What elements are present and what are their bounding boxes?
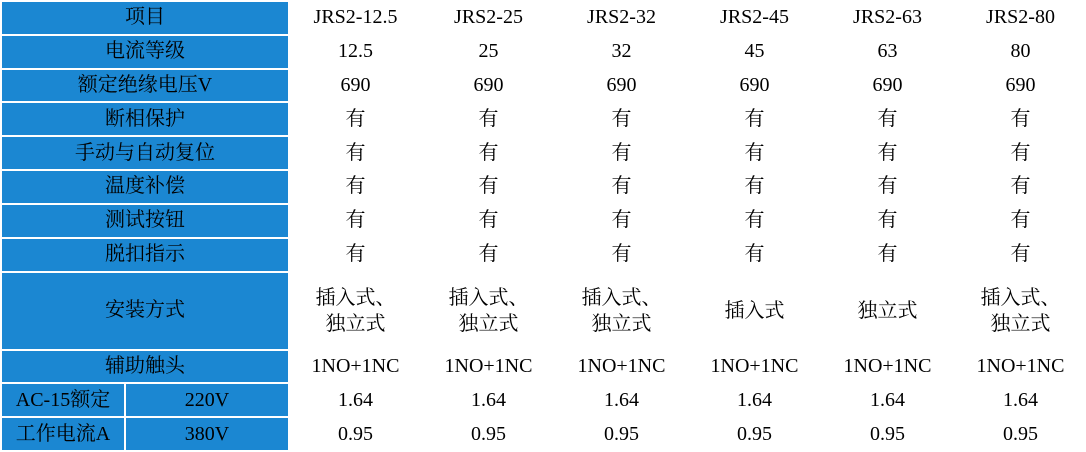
cell: 有 xyxy=(688,102,821,136)
cell: 有 xyxy=(954,170,1086,204)
cell: 1NO+1NC xyxy=(422,350,555,384)
cell: 有 xyxy=(688,136,821,170)
cell: 690 xyxy=(422,69,555,103)
group-label-line1: AC-15额定 xyxy=(1,383,125,417)
cell: 690 xyxy=(954,69,1086,103)
cell: 0.95 xyxy=(289,417,422,451)
cell: 690 xyxy=(289,69,422,103)
table-row xyxy=(1,69,1086,103)
cell xyxy=(555,272,688,350)
cell-line: 插入式、 xyxy=(315,286,396,309)
table-row xyxy=(1,350,1086,384)
row-label: 测试按钮 xyxy=(1,204,289,238)
row-label: 脱扣指示 xyxy=(1,238,289,272)
cell: 690 xyxy=(688,69,821,103)
cell: 1.64 xyxy=(289,383,422,417)
cell: 有 xyxy=(289,102,422,136)
cell: 有 xyxy=(688,204,821,238)
table-row xyxy=(1,417,1086,451)
table-row xyxy=(1,170,1086,204)
cell: 有 xyxy=(821,170,954,204)
cell: 32 xyxy=(555,35,688,69)
cell-line: 独立式 xyxy=(458,312,519,335)
row-label: 手动与自动复位 xyxy=(1,136,289,170)
cell: 有 xyxy=(954,204,1086,238)
sub-row-label: 220V xyxy=(125,383,289,417)
cell: 有 xyxy=(555,204,688,238)
cell: 1NO+1NC xyxy=(688,350,821,384)
cell: 0.95 xyxy=(555,417,688,451)
cell: 有 xyxy=(821,102,954,136)
cell: 有 xyxy=(422,102,555,136)
cell-line: 插入式、 xyxy=(980,286,1061,309)
table-row xyxy=(1,35,1086,69)
cell: 有 xyxy=(289,204,422,238)
column-header-0: JRS2-12.5 xyxy=(289,1,422,35)
cell: 有 xyxy=(954,136,1086,170)
cell: 0.95 xyxy=(954,417,1086,451)
cell: 有 xyxy=(821,238,954,272)
column-header-5: JRS2-80 xyxy=(954,1,1086,35)
row-label: 额定绝缘电压V xyxy=(1,69,289,103)
table-row xyxy=(1,102,1086,136)
cell-line: 插入式、 xyxy=(448,286,529,309)
cell: 有 xyxy=(422,238,555,272)
sub-row-label: 380V xyxy=(125,417,289,451)
cell: 1.64 xyxy=(688,383,821,417)
cell: 有 xyxy=(422,204,555,238)
cell: 有 xyxy=(688,170,821,204)
cell: 有 xyxy=(954,102,1086,136)
cell: 1NO+1NC xyxy=(289,350,422,384)
cell: 1.64 xyxy=(821,383,954,417)
cell: 1NO+1NC xyxy=(555,350,688,384)
cell xyxy=(821,272,954,350)
cell xyxy=(422,272,555,350)
cell: 1.64 xyxy=(954,383,1086,417)
cell: 80 xyxy=(954,35,1086,69)
cell: 有 xyxy=(555,170,688,204)
column-header-4: JRS2-63 xyxy=(821,1,954,35)
cell: 有 xyxy=(821,136,954,170)
row-label: 温度补偿 xyxy=(1,170,289,204)
cell: 0.95 xyxy=(422,417,555,451)
cell: 45 xyxy=(688,35,821,69)
cell: 25 xyxy=(422,35,555,69)
cell: 有 xyxy=(555,136,688,170)
cell: 1NO+1NC xyxy=(821,350,954,384)
cell xyxy=(289,272,422,350)
cell: 有 xyxy=(688,238,821,272)
table-header-row xyxy=(1,1,1086,35)
cell-line: 独立式 xyxy=(990,312,1051,335)
table-row xyxy=(1,238,1086,272)
cell: 有 xyxy=(289,136,422,170)
cell: 1.64 xyxy=(555,383,688,417)
table-row xyxy=(1,136,1086,170)
cell: 0.95 xyxy=(821,417,954,451)
cell: 有 xyxy=(555,238,688,272)
cell: 690 xyxy=(821,69,954,103)
group-label-line2: 工作电流A xyxy=(1,417,125,451)
cell-line: 插入式 xyxy=(724,299,785,322)
table-row xyxy=(1,204,1086,238)
cell: 有 xyxy=(422,170,555,204)
cell xyxy=(688,272,821,350)
row-label: 断相保护 xyxy=(1,102,289,136)
table-row xyxy=(1,272,1086,350)
column-header-1: JRS2-25 xyxy=(422,1,555,35)
cell: 0.95 xyxy=(688,417,821,451)
cell-line: 独立式 xyxy=(591,312,652,335)
cell: 1NO+1NC xyxy=(954,350,1086,384)
column-header-3: JRS2-45 xyxy=(688,1,821,35)
column-header-2: JRS2-32 xyxy=(555,1,688,35)
cell: 有 xyxy=(422,136,555,170)
cell: 63 xyxy=(821,35,954,69)
cell-line: 插入式、 xyxy=(581,286,662,309)
row-label-header: 项目 xyxy=(1,1,289,35)
cell: 690 xyxy=(555,69,688,103)
cell: 有 xyxy=(289,238,422,272)
row-label: 安装方式 xyxy=(1,272,289,350)
cell: 1.64 xyxy=(422,383,555,417)
row-label: 辅助触头 xyxy=(1,350,289,384)
table-row xyxy=(1,383,1086,417)
cell: 有 xyxy=(289,170,422,204)
cell-line: 独立式 xyxy=(325,312,386,335)
cell: 12.5 xyxy=(289,35,422,69)
cell: 有 xyxy=(954,238,1086,272)
cell: 有 xyxy=(555,102,688,136)
cell: 有 xyxy=(821,204,954,238)
cell-line: 独立式 xyxy=(857,299,918,322)
row-label: 电流等级 xyxy=(1,35,289,69)
cell xyxy=(954,272,1086,350)
